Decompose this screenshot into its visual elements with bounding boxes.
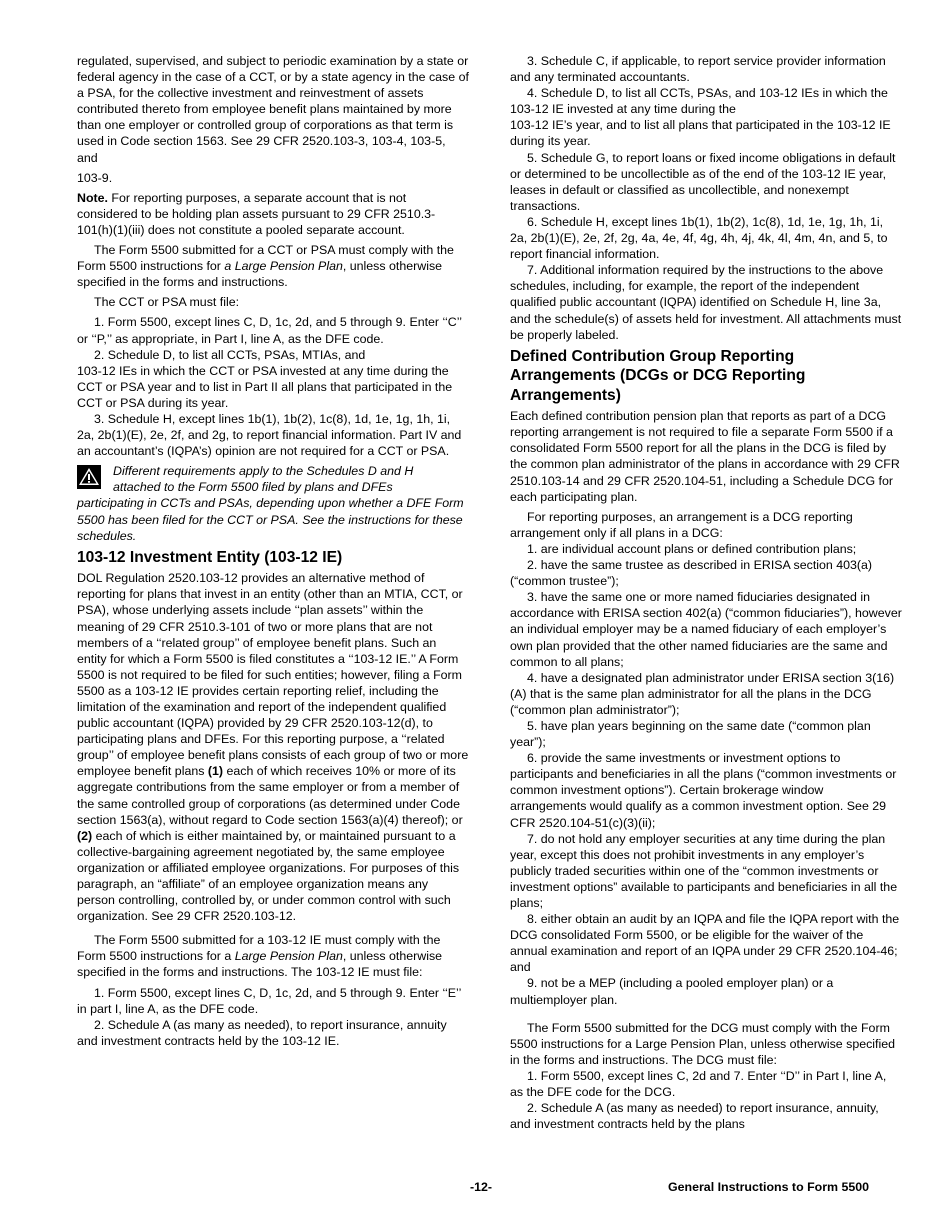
text: , unless otherwise specified in the forms and instructions. The 103-12 IE must file: <box>77 949 443 980</box>
list-item: 4. have a designated plan administrator under ERISA section 3(16)(A) that is the same plan administrator for all the plans in the DCG (“common plan administrator”); <box>510 670 895 717</box>
section-heading: Defined Contribution Group Reporting Arrangements (DCGs or DCG Reporting Arrangements) <box>510 347 806 404</box>
italic-text: a Large Pension Plan <box>224 259 343 274</box>
list-item: 3. have the same one or more named fiduciaries designated in accordance with ERISA section 402(a) (“common fiduciaries”), however an individual employer may be a named fiduciary of each employer’s own plan provided that the other named fiduciaries are the same and common to all plans; <box>510 590 902 669</box>
list-item: 2. have the same trustee as described in ERISA section 403(a) (“common trustee”); <box>510 558 873 589</box>
bold-text: (1) <box>207 764 224 779</box>
italic-text: Large Pension Plan <box>234 949 343 964</box>
caution-block <box>77 463 469 495</box>
text: each of which receives 10% or more of its aggregate contributions from the same employer or from a member of the same controlled group of corporations (as determined under Code section 1563(a), without regard to Code section 1563(a)(4) thereof); or <box>77 764 463 827</box>
list-item: 9. not be a MEP (including a pooled employer plan) or a multiemployer plan. <box>510 976 834 1007</box>
paragraph: The CCT or PSA must file: <box>94 295 240 310</box>
paragraph: For reporting purposes, an arrangement is a DCG reporting arrangement only if all plans in a DCG: <box>510 509 853 540</box>
paragraph: The Form 5500 submitted for the DCG must comply with the Form 5500 instructions for a Large Pension Plan, unless otherwise specified in the forms and instructions. The DCG must file: <box>510 1020 896 1067</box>
caution-text: attached to the Form 5500 filed by plans and DFEs <box>113 480 393 495</box>
bold-text: (2) <box>77 828 93 843</box>
list-item-cont: 103-12 IEs in which the CCT or PSA invested at any time during the CCT or PSA year and to list in Part II all plans that participated in the CCT or PSA during its year. <box>77 363 453 410</box>
list-item: 2. Schedule D, to list all CCTs, PSAs, MTIAs, and <box>94 347 366 362</box>
caution-icon <box>77 465 101 489</box>
paragraph <box>77 932 469 980</box>
list-item-cont: 103-12 IE’s year, and to list all plans that participated in the 103-12 IE during its year. <box>510 118 891 149</box>
text: The Form 5500 submitted for a 103-12 IE must comply with the Form 5500 instructions for a <box>77 933 441 964</box>
paragraph <box>77 570 469 924</box>
list-item: 1. Form 5500, except lines C, D, 1c, 2d, and 5 through 9. Enter ‘‘E’’ in part I, line A, as the DFE code. <box>77 985 461 1016</box>
list-item: 5. Schedule G, to report loans or fixed income obligations in default or determined to be uncollectible as of the end of the 103-12 IE year, leases in default or classified as uncollectible, and nonexempt transactions. <box>510 150 896 213</box>
paragraph: 103-9. <box>77 170 113 185</box>
text: The Form 5500 submitted for a CCT or PSA must comply with the Form 5500 instructions for <box>77 243 454 274</box>
list-item: 4. Schedule D, to list all CCTs, PSAs, and 103-12 IEs in which the 103-12 IE invested at any time during the <box>510 86 888 117</box>
note-text: For reporting purposes, a separate account that is not considered to be holding plan assets pursuant to 29 CFR 2510.3-101(h)(1)(iii) does not constitute a pooled separate account. <box>77 190 436 237</box>
text: each of which is either maintained by, or maintained pursuant to a collective-bargaining agreement negotiated by, the same employee organization or affiliated employee organizations. For purposes of this paragraph, an “affiliate” of an employee organization means any person controlling, controlled by, or under common control with such organization. See 29 CFR 2520.103-12. <box>77 828 460 924</box>
paragraph: regulated, supervised, and subject to periodic examination by a state or federal agency in the case of a CCT, or by a state agency in the case of a PSA, for the collective investment and reinvestment of assets contributed thereto from employee benefit plans maintained by more than one employer or controlled group of corporations as that term is used in Code section 1563. See 29 CFR 2520.103-3, 103-4, 103-5, and <box>77 54 469 165</box>
text: , unless otherwise specified in the forms and instructions. <box>77 259 443 290</box>
note-label: Note. <box>77 190 108 205</box>
left-column <box>77 53 469 1049</box>
list-item: 8. either obtain an audit by an IQPA and file the IQPA report with the DCG consolidated Form 5500, or be eligible for the waiver of the annual examination and report of an IQPA under 29 CFR 2520.104-46; and <box>510 912 900 975</box>
list-item: 6. Schedule H, except lines 1b(1), 1b(2), 1c(8), 1d, 1e, 1g, 1h, 1i, 2a, 2b(1)(E), 2e, 2f, 2g, 4a, 4e, 4f, 4g, 4h, 4j, 4k, 4l, 4m, 4n, and 5, to report financial information. <box>510 214 888 262</box>
right-column <box>510 53 902 1132</box>
caution-text: participating in CCTs and PSAs, depending upon whether a DFE Form 5500 has been filed for the CCT or PSA. See the instructions for these schedules. <box>77 496 464 543</box>
list-item: 5. have plan years beginning on the same date (“common plan year”); <box>510 718 871 750</box>
list-item: 2. Schedule A (as many as needed) to report insurance, annuity, and investment contracts held by the plans <box>510 1101 879 1132</box>
footer-title: General Instructions to Form 5500 <box>668 1180 870 1194</box>
list-item: 1. are individual account plans or defined contribution plans; <box>527 541 857 556</box>
paragraph: Each defined contribution pension plan that reports as part of a DCG reporting arrangement is not required to file a separate Form 5500 if a consolidated Form 5500 report for all the plans in the DCG is filed by the common plan administrator of the plans in accordance with 29 CFR 2510.103-14 and 29 CFR 2520.104-51, including a Schedule DCG for each participating plan. <box>510 409 900 504</box>
list-item: 3. Schedule H, except lines 1b(1), 1b(2), 1c(8), 1d, 1e, 1g, 1h, 1i, 2a, 2b(1)(E), 2e, 2f, and 2g, to report financial information. Part IV and an accountant’s (IQPA’s) opinion are not required for a CCT or PSA. <box>77 411 462 459</box>
text: DOL Regulation 2520.103-12 provides an alternative method of reporting for plans that invest in an entity (other than an MTIA, CCT, or PSA), whose underlying assets include ‘‘plan assets’’ within the meaning of 29 CFR 2510.3-101 of two or more plans that are not members of a ‘‘related group’’ of employee benefit plans. Such an entity for which a Form 5500 is filed constitutes a ‘‘103-12 IE.’’ A Form 5500 is not required to be filed for such entities; however, filing a Form 5500 as a 103-12 IE provides certain reporting relief, including the limitation of the examination and report of the independent qualified public accountant (IQPA) provided by 29 CFR 2520.103-12(d), to participating plans and DFEs. For this reporting purpose, a ‘‘related group’’ of employee benefit plans consists of each group of two or more employee benefit plans <box>77 571 469 779</box>
list-item: 1. Form 5500, except lines C, 2d and 7. Enter ‘‘D’’ in Part I, line A, as the DFE code for the DCG. <box>510 1068 887 1100</box>
list-item: 3. Schedule C, if applicable, to report service provider information and any terminated accountants. <box>510 54 886 85</box>
list-item: 7. do not hold any employer securities at any time during the plan year, except this does not prohibit investments in any employer’s publicly traded securities within one of the “common investments or investment options” available to participants and beneficiaries in all the plans; <box>510 831 898 910</box>
page-number: -12- <box>470 1180 493 1194</box>
note-paragraph <box>77 190 469 238</box>
list-item: 1. Form 5500, except lines C, D, 1c, 2d, and 5 through 9. Enter ‘‘C’’ or ‘‘P,’’ as appropriate, in Part I, line A, as the DFE code. <box>77 315 462 346</box>
paragraph <box>77 242 469 290</box>
list-item: 7. Additional information required by the instructions to the above schedules, including, for example, the report of the independent qualified public accountant (IQPA) identified on Schedule H, line 3a, and the schedule(s) of assets held for investment. All attachments must be properly labeled. <box>510 263 902 342</box>
list-item: 2. Schedule A (as many as needed), to report insurance, annuity and investment contracts held by the 103-12 IE. <box>77 1017 447 1048</box>
list-item: 6. provide the same investments or investment options to participants and beneficiaries in all the plans (“common investments or common investment options”). Certain brokerage window arrangements would qualify as a common investment option. See 29 CFR 2520.104-51(c)(3)(ii); <box>510 751 897 830</box>
caution-text: Different requirements apply to the Schedules D and H <box>113 464 414 479</box>
section-heading: 103-12 Investment Entity (103-12 IE) <box>77 548 343 566</box>
